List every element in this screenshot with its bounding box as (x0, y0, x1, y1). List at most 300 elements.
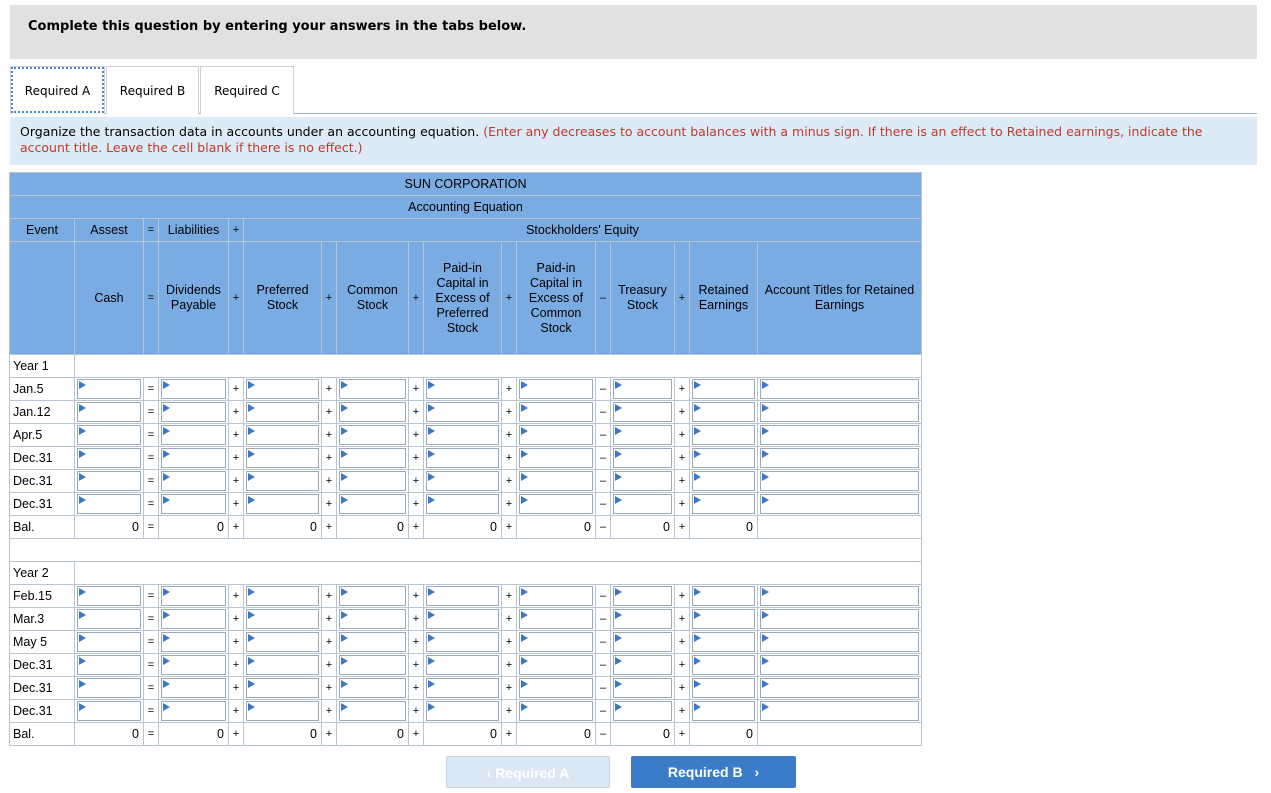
retained-earnings-input[interactable] (692, 379, 755, 399)
preferred-stock-input[interactable] (246, 402, 319, 422)
event-row (10, 447, 922, 470)
preferred-stock-input[interactable] (246, 494, 319, 514)
preferred-stock-input[interactable] (246, 471, 319, 491)
pic-common-input[interactable] (519, 494, 593, 514)
event-row (10, 493, 922, 516)
treasury-stock-input[interactable] (613, 586, 672, 606)
balance-pic-common: 0 (517, 516, 596, 539)
retained-earnings-input[interactable] (692, 448, 755, 468)
prev-label: Required A (495, 765, 570, 781)
common-stock-input[interactable] (339, 448, 406, 468)
pic-preferred-input[interactable] (426, 678, 499, 698)
dividends-payable-input[interactable] (161, 471, 226, 491)
operator-sign: + (502, 723, 517, 746)
operator-sign: + (322, 424, 337, 447)
pic-common-header: Paid-in Capital in Excess of Common Stock (517, 242, 596, 355)
cell-common-stock (337, 631, 409, 654)
cash-input[interactable] (77, 494, 141, 514)
operator-sign: – (596, 470, 611, 493)
balance-preferred-stock: 0 (244, 516, 322, 539)
operator-sign: + (675, 516, 690, 539)
operator-sign: = (144, 424, 159, 447)
cell-cash (75, 470, 144, 493)
cell-dividends-payable (159, 401, 229, 424)
operator-sign: = (144, 631, 159, 654)
cell-account-title (758, 378, 922, 401)
balance-treasury-stock: 0 (611, 723, 675, 746)
balance-account-title-blank (758, 516, 922, 539)
cell-common-stock (337, 470, 409, 493)
operator-sign: + (322, 493, 337, 516)
pic-common-input[interactable] (519, 655, 593, 675)
operator-sign: = (144, 608, 159, 631)
account-title-select[interactable] (760, 402, 919, 422)
pic-common-input[interactable] (519, 402, 593, 422)
cash-input[interactable] (77, 632, 141, 652)
cell-account-title (758, 700, 922, 723)
cell-treasury-stock (611, 493, 675, 516)
cell-account-title (758, 470, 922, 493)
cell-cash (75, 608, 144, 631)
cell-account-title (758, 401, 922, 424)
cell-pic-preferred (424, 401, 502, 424)
common-stock-input[interactable] (339, 494, 406, 514)
pic-common-input[interactable] (519, 586, 593, 606)
pic-preferred-input[interactable] (426, 586, 499, 606)
operator-sign: + (675, 447, 690, 470)
pic-common-input[interactable] (519, 632, 593, 652)
cell-common-stock (337, 654, 409, 677)
cell-common-stock (337, 677, 409, 700)
operator-sign: – (596, 700, 611, 723)
operator-sign: + (502, 585, 517, 608)
preferred-stock-input[interactable] (246, 379, 319, 399)
operator-sign: + (229, 447, 244, 470)
cell-retained-earnings (690, 608, 758, 631)
cell-preferred-stock (244, 378, 322, 401)
common-stock-input[interactable] (339, 655, 406, 675)
event-row (10, 700, 922, 723)
prev-required-a-button[interactable] (446, 756, 610, 788)
cell-cash (75, 401, 144, 424)
cash-input[interactable] (77, 425, 141, 445)
cash-input[interactable] (77, 402, 141, 422)
event-label: May 5 (10, 631, 75, 654)
operator-sign: + (502, 631, 517, 654)
balance-account-title-blank (758, 723, 922, 746)
cell-retained-earnings (690, 677, 758, 700)
operator-sign: + (409, 516, 424, 539)
cell-account-title (758, 631, 922, 654)
operator-sign: – (596, 424, 611, 447)
operator-sign: – (596, 608, 611, 631)
tab-required-a[interactable] (10, 66, 105, 114)
treasury-stock-input[interactable] (613, 402, 672, 422)
pic-preferred-input[interactable] (426, 494, 499, 514)
treasury-stock-input[interactable] (613, 425, 672, 445)
cell-pic-preferred (424, 585, 502, 608)
cell-pic-common (517, 378, 596, 401)
cell-cash (75, 493, 144, 516)
dividends-payable-input[interactable] (161, 448, 226, 468)
pic-common-input[interactable] (519, 425, 593, 445)
pic-common-input[interactable] (519, 471, 593, 491)
balance-row (10, 723, 922, 746)
operator-sign: + (409, 585, 424, 608)
operator-sign: + (229, 700, 244, 723)
year-label-row (10, 562, 922, 585)
chevron-right-icon: › (754, 764, 760, 780)
liabilities-header: Liabilities (159, 219, 229, 242)
account-title-select[interactable] (760, 655, 919, 675)
operator-sign: = (144, 401, 159, 424)
preferred-stock-input[interactable] (246, 655, 319, 675)
operator-sign: + (229, 516, 244, 539)
event-row (10, 424, 922, 447)
operator-sign: + (502, 654, 517, 677)
cell-treasury-stock (611, 378, 675, 401)
balance-label: Bal. (10, 723, 75, 746)
operator-sign: = (144, 516, 159, 539)
pic-preferred-input[interactable] (426, 448, 499, 468)
company-name: SUN CORPORATION (10, 173, 922, 196)
operator-sign: + (322, 516, 337, 539)
cell-pic-preferred (424, 631, 502, 654)
treasury-stock-input[interactable] (613, 448, 672, 468)
operator-sign: – (596, 723, 611, 746)
cell-dividends-payable (159, 654, 229, 677)
tab-required-b[interactable] (106, 66, 199, 114)
cash-input[interactable] (77, 471, 141, 491)
cell-retained-earnings (690, 424, 758, 447)
cash-input[interactable] (77, 678, 141, 698)
dividends-payable-input[interactable] (161, 402, 226, 422)
cash-input[interactable] (77, 609, 141, 629)
balance-cash: 0 (75, 516, 144, 539)
pic-common-input[interactable] (519, 678, 593, 698)
event-row (10, 401, 922, 424)
operator-sign: + (675, 401, 690, 424)
cell-preferred-stock (244, 654, 322, 677)
cell-pic-preferred (424, 654, 502, 677)
dividends-payable-header: Dividends Payable (159, 242, 229, 355)
dividends-payable-input[interactable] (161, 425, 226, 445)
cell-pic-common (517, 424, 596, 447)
cell-pic-common (517, 654, 596, 677)
common-stock-input[interactable] (339, 632, 406, 652)
preferred-stock-input[interactable] (246, 609, 319, 629)
year-label: Year 2 (10, 562, 75, 585)
event-label: Mar.3 (10, 608, 75, 631)
account-title-select[interactable] (760, 632, 919, 652)
operator-sign: + (322, 585, 337, 608)
cell-cash (75, 654, 144, 677)
cell-cash (75, 585, 144, 608)
balance-retained-earnings: 0 (690, 723, 758, 746)
operator-sign: + (675, 608, 690, 631)
cell-retained-earnings (690, 493, 758, 516)
cell-dividends-payable (159, 470, 229, 493)
year-label-spacer (75, 562, 922, 585)
cell-retained-earnings (690, 700, 758, 723)
cell-common-stock (337, 401, 409, 424)
common-stock-input[interactable] (339, 425, 406, 445)
account-title-select[interactable] (760, 425, 919, 445)
year-label-spacer (75, 355, 922, 378)
cell-retained-earnings (690, 654, 758, 677)
common-stock-input[interactable] (339, 586, 406, 606)
assets-header: Assest (75, 219, 144, 242)
pic-preferred-input[interactable] (426, 701, 499, 721)
event-label: Dec.31 (10, 447, 75, 470)
operator-sign: + (229, 378, 244, 401)
balance-cash: 0 (75, 723, 144, 746)
pic-preferred-input[interactable] (426, 632, 499, 652)
preferred-stock-input[interactable] (246, 632, 319, 652)
table-subtitle: Accounting Equation (10, 196, 922, 219)
cell-preferred-stock (244, 424, 322, 447)
retained-earnings-input[interactable] (692, 609, 755, 629)
operator-sign: = (144, 585, 159, 608)
retained-earnings-input[interactable] (692, 471, 755, 491)
dividends-payable-input[interactable] (161, 586, 226, 606)
common-stock-input[interactable] (339, 609, 406, 629)
cell-cash (75, 700, 144, 723)
event-row (10, 654, 922, 677)
cell-preferred-stock (244, 631, 322, 654)
treasury-stock-input[interactable] (613, 701, 672, 721)
operator-sign: – (596, 585, 611, 608)
operator-sign: + (322, 723, 337, 746)
cell-account-title (758, 654, 922, 677)
operator-sign: + (322, 401, 337, 424)
operator-sign: + (229, 654, 244, 677)
preferred-stock-input[interactable] (246, 586, 319, 606)
cell-retained-earnings (690, 447, 758, 470)
treasury-stock-input[interactable] (613, 609, 672, 629)
preferred-stock-input[interactable] (246, 701, 319, 721)
plus-sign: + (502, 242, 517, 355)
balance-common-stock: 0 (337, 723, 409, 746)
pic-preferred-input[interactable] (426, 379, 499, 399)
next-label: Required B (667, 764, 743, 780)
operator-sign: + (409, 493, 424, 516)
operator-sign: + (502, 677, 517, 700)
account-title-select[interactable] (760, 586, 919, 606)
event-label: Dec.31 (10, 654, 75, 677)
operator-sign: + (502, 608, 517, 631)
cell-pic-common (517, 677, 596, 700)
pic-preferred-input[interactable] (426, 609, 499, 629)
cash-input[interactable] (77, 586, 141, 606)
operator-sign: = (144, 700, 159, 723)
account-title-select[interactable] (760, 379, 919, 399)
treasury-stock-input[interactable] (613, 632, 672, 652)
operator-sign: – (596, 401, 611, 424)
event-row (10, 631, 922, 654)
preferred-stock-input[interactable] (246, 678, 319, 698)
balance-label: Bal. (10, 516, 75, 539)
account-title-select[interactable] (760, 448, 919, 468)
tab-label: Required C (214, 84, 280, 98)
pic-common-input[interactable] (519, 609, 593, 629)
cell-common-stock (337, 585, 409, 608)
cell-pic-preferred (424, 700, 502, 723)
treasury-stock-input[interactable] (613, 494, 672, 514)
cell-preferred-stock (244, 401, 322, 424)
account-title-select[interactable] (760, 494, 919, 514)
equity-header: Stockholders' Equity (244, 219, 922, 242)
tab-required-c[interactable] (200, 66, 294, 114)
account-title-select[interactable] (760, 609, 919, 629)
cell-pic-preferred (424, 424, 502, 447)
cell-dividends-payable (159, 608, 229, 631)
operator-sign: + (409, 401, 424, 424)
cell-common-stock (337, 493, 409, 516)
cash-input[interactable] (77, 448, 141, 468)
balance-treasury-stock: 0 (611, 516, 675, 539)
retained-earnings-input[interactable] (692, 494, 755, 514)
preferred-stock-input[interactable] (246, 448, 319, 468)
dividends-payable-input[interactable] (161, 632, 226, 652)
cell-retained-earnings (690, 470, 758, 493)
pic-preferred-input[interactable] (426, 402, 499, 422)
cell-retained-earnings (690, 378, 758, 401)
cell-pic-common (517, 493, 596, 516)
equals-sign: = (144, 219, 159, 242)
operator-sign: + (229, 677, 244, 700)
operator-sign: = (144, 447, 159, 470)
retained-earnings-input[interactable] (692, 701, 755, 721)
cash-input[interactable] (77, 655, 141, 675)
common-stock-input[interactable] (339, 471, 406, 491)
retained-earnings-input[interactable] (692, 402, 755, 422)
cell-cash (75, 447, 144, 470)
treasury-stock-header: Treasury Stock (611, 242, 675, 355)
cell-preferred-stock (244, 608, 322, 631)
account-titles-header: Account Titles for Retained Earnings (758, 242, 922, 355)
operator-sign: + (675, 470, 690, 493)
dividends-payable-input[interactable] (161, 609, 226, 629)
operator-sign: = (144, 470, 159, 493)
operator-sign: + (409, 424, 424, 447)
cash-input[interactable] (77, 379, 141, 399)
preferred-stock-header: Preferred Stock (244, 242, 322, 355)
event-row (10, 585, 922, 608)
cell-retained-earnings (690, 401, 758, 424)
event-col-blank (10, 242, 75, 355)
cell-treasury-stock (611, 608, 675, 631)
dividends-payable-input[interactable] (161, 379, 226, 399)
operator-sign: – (596, 516, 611, 539)
operator-sign: + (502, 700, 517, 723)
instructions-main: Organize the transaction data in accounts under an accounting equation. (20, 124, 480, 139)
pic-common-input[interactable] (519, 448, 593, 468)
cell-dividends-payable (159, 378, 229, 401)
dividends-payable-input[interactable] (161, 678, 226, 698)
operator-sign: + (409, 677, 424, 700)
operator-sign: = (144, 493, 159, 516)
operator-sign: + (675, 700, 690, 723)
instructions-header (10, 5, 1257, 59)
common-stock-input[interactable] (339, 701, 406, 721)
dividends-payable-input[interactable] (161, 494, 226, 514)
next-required-b-button[interactable] (631, 756, 796, 788)
cell-preferred-stock (244, 470, 322, 493)
spacer-row (10, 539, 922, 562)
pic-preferred-input[interactable] (426, 425, 499, 445)
account-title-select[interactable] (760, 678, 919, 698)
operator-sign: + (409, 654, 424, 677)
retained-earnings-input[interactable] (692, 425, 755, 445)
balance-row (10, 516, 922, 539)
cell-cash (75, 631, 144, 654)
treasury-stock-input[interactable] (613, 471, 672, 491)
pic-preferred-input[interactable] (426, 471, 499, 491)
dividends-payable-input[interactable] (161, 655, 226, 675)
retained-earnings-input[interactable] (692, 678, 755, 698)
event-row (10, 608, 922, 631)
retained-earnings-input[interactable] (692, 632, 755, 652)
account-title-select[interactable] (760, 701, 919, 721)
cell-cash (75, 424, 144, 447)
tab-label: Required B (119, 84, 186, 98)
pic-common-input[interactable] (519, 379, 593, 399)
treasury-stock-input[interactable] (613, 678, 672, 698)
cell-pic-preferred (424, 677, 502, 700)
event-header: Event (10, 219, 75, 242)
operator-sign: + (502, 401, 517, 424)
pic-preferred-header: Paid-in Capital in Excess of Preferred Stock (424, 242, 502, 355)
preferred-stock-input[interactable] (246, 425, 319, 445)
operator-sign: = (144, 677, 159, 700)
cash-header: Cash (75, 242, 144, 355)
retained-earnings-input[interactable] (692, 586, 755, 606)
cell-pic-common (517, 470, 596, 493)
cell-preferred-stock (244, 493, 322, 516)
operator-sign: + (409, 608, 424, 631)
operator-sign: + (409, 723, 424, 746)
operator-sign: + (322, 700, 337, 723)
dividends-payable-input[interactable] (161, 701, 226, 721)
operator-sign: + (409, 378, 424, 401)
retained-earnings-input[interactable] (692, 655, 755, 675)
operator-sign: + (322, 654, 337, 677)
operator-sign: + (229, 631, 244, 654)
cash-input[interactable] (77, 701, 141, 721)
operator-sign: = (144, 723, 159, 746)
cell-pic-common (517, 700, 596, 723)
cell-treasury-stock (611, 470, 675, 493)
event-label: Apr.5 (10, 424, 75, 447)
common-stock-input[interactable] (339, 678, 406, 698)
plus-sign: + (675, 242, 690, 355)
operator-sign: – (596, 447, 611, 470)
cell-pic-common (517, 585, 596, 608)
event-row (10, 378, 922, 401)
pic-common-input[interactable] (519, 701, 593, 721)
treasury-stock-input[interactable] (613, 379, 672, 399)
account-title-select[interactable] (760, 471, 919, 491)
common-stock-input[interactable] (339, 379, 406, 399)
common-stock-input[interactable] (339, 402, 406, 422)
cell-pic-preferred (424, 493, 502, 516)
treasury-stock-input[interactable] (613, 655, 672, 675)
operator-sign: + (322, 378, 337, 401)
pic-preferred-input[interactable] (426, 655, 499, 675)
operator-sign: + (229, 585, 244, 608)
operator-sign: + (409, 700, 424, 723)
